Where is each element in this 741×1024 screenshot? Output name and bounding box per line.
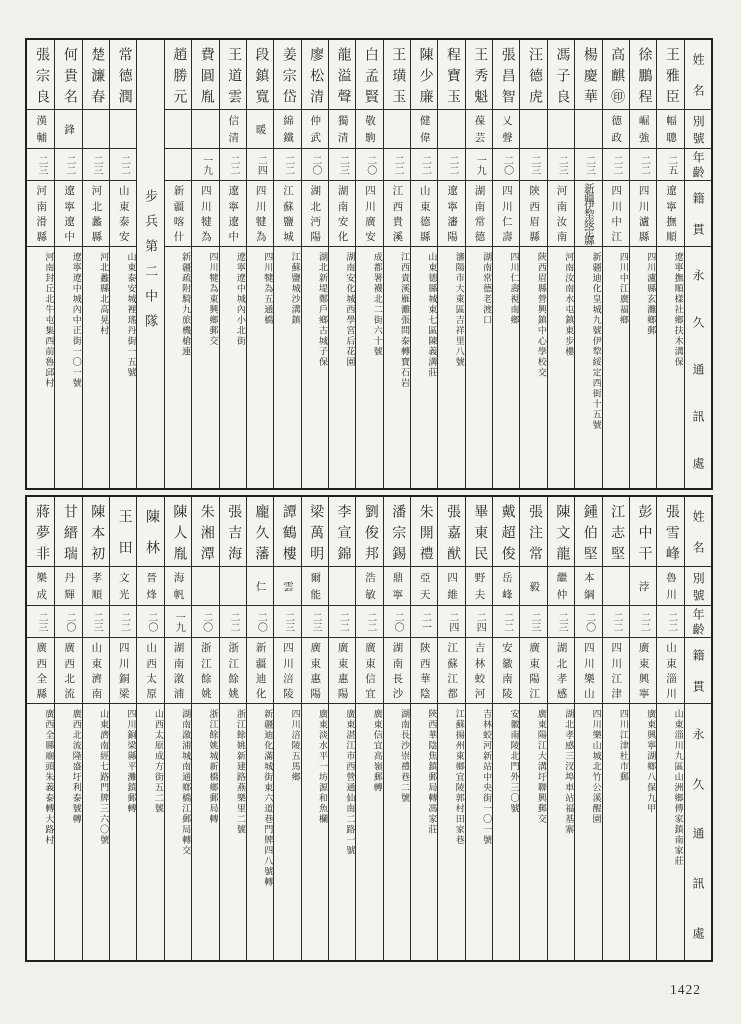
person-address: 四川銅梁縣平灘鎮郵轉 — [126, 709, 137, 814]
person-alias — [192, 110, 218, 149]
person-name: 張 宗 良 — [27, 40, 54, 110]
person-column — [27, 497, 54, 960]
person-alias: 乂 聲 — [493, 110, 519, 149]
person-name: 汪 德 虎 — [520, 40, 546, 110]
person-age: 二三 — [27, 149, 54, 181]
person-alias: 鼎 寧 — [384, 567, 410, 606]
person-age: 一九 — [466, 149, 492, 181]
person-name: 陳 人 胤 — [165, 497, 191, 567]
person-column — [519, 40, 546, 488]
person-name: 陳 本 初 — [83, 497, 109, 567]
person-address: 四川江津杜市郵 — [618, 709, 629, 783]
person-column — [383, 40, 410, 488]
person-origin: 廣 西 全 縣 — [27, 638, 54, 704]
person-column — [219, 40, 246, 488]
person-address: 安徽南陵北門外三〇號 — [509, 709, 520, 814]
person-address: 湖北新堤鄭戶鄉古城子保 — [317, 252, 328, 368]
person-name: 朱 湘 潭 — [192, 497, 218, 567]
person-origin: 湖 南 長 沙 — [384, 638, 410, 704]
person-column — [629, 497, 656, 960]
person-alias: 敬 駒 — [356, 110, 382, 149]
person-column — [465, 497, 492, 960]
person-age: 二二 — [630, 149, 656, 181]
header-alias-label: 別 號 — [685, 567, 711, 606]
person-name: 高 麒 ㊞ — [603, 40, 629, 110]
person-name: 馮 子 良 — [548, 40, 574, 110]
person-name: 畢 東 民 — [466, 497, 492, 567]
person-name: 龐 久 藩 — [247, 497, 273, 567]
person-column — [437, 40, 464, 488]
person-address: 江西貴溪雁灘張問泰轉寶石岩 — [400, 252, 411, 389]
person-age: 二〇 — [356, 149, 382, 181]
person-column — [574, 40, 601, 488]
person-origin: 新 疆 伊 犂 綏 定 縣 — [575, 181, 601, 247]
person-column — [109, 40, 136, 488]
person-age: 二二 — [356, 606, 382, 638]
person-name: 張 雪 峰 — [657, 497, 683, 567]
person-age: 二二 — [657, 606, 683, 638]
person-address: 吉林蛟河新站中央街一〇一號 — [482, 709, 493, 846]
person-age: 二三 — [548, 149, 574, 181]
page-number: 1422 — [670, 982, 701, 997]
person-name: 張 嘉 猷 — [438, 497, 464, 567]
person-alias — [165, 110, 191, 149]
person-name: 趙 勝 元 — [165, 40, 191, 110]
person-alias: 信 清 — [220, 110, 246, 149]
person-column — [246, 497, 273, 960]
person-column — [547, 40, 574, 488]
person-age: 二二 — [110, 149, 136, 181]
person-age: 二三 — [302, 606, 328, 638]
header-age-label: 年 齡 — [685, 606, 711, 638]
person-name: 鍾 伯 堅 — [575, 497, 601, 567]
person-age: 二二 — [493, 606, 519, 638]
person-alias: 鋒 — [55, 110, 81, 149]
person-name: 楚 濂 春 — [83, 40, 109, 110]
person-name: 楊 慶 華 — [575, 40, 601, 110]
person-name: 彭 中 干 — [630, 497, 656, 567]
person-name: 姜 宗 岱 — [274, 40, 300, 110]
person-alias: 丹 輝 — [55, 567, 81, 606]
person-address: 廣東信宜高嶺郵轉 — [372, 709, 383, 793]
person-address: 新疆迪化皇城九號伊犂綏定西街十五號 — [591, 252, 602, 431]
person-column — [602, 40, 629, 488]
person-alias: 亞 天 — [411, 567, 437, 606]
person-origin: 河 北 蠡 縣 — [83, 181, 109, 247]
person-alias: 孝 順 — [83, 567, 109, 606]
person-address: 山東德縣城東七區陳義溝莊 — [427, 252, 438, 378]
person-alias: 毅 — [520, 567, 546, 606]
person-alias: 浡 — [630, 567, 656, 606]
person-origin: 浙 江 餘 姚 — [192, 638, 218, 704]
person-origin: 山 東 濟 南 — [83, 638, 109, 704]
person-column — [437, 497, 464, 960]
person-column — [629, 40, 656, 488]
person-origin: 四 川 廣 安 — [356, 181, 382, 247]
person-age: 二二 — [411, 149, 437, 181]
person-alias — [192, 567, 218, 606]
person-address: 四川涪陵五馬鄉 — [290, 709, 301, 783]
person-alias: 葆 芸 — [466, 110, 492, 149]
person-column — [383, 497, 410, 960]
person-origin: 遼 寧 瀋 陽 — [438, 181, 464, 247]
person-address: 江蘇鹽城沙溝鎮 — [290, 252, 301, 326]
person-age: 二二 — [603, 606, 629, 638]
person-age: 二三 — [520, 149, 546, 181]
person-origin: 山 東 泰 安 — [110, 181, 136, 247]
person-column — [301, 40, 328, 488]
person-column — [355, 497, 382, 960]
person-column — [136, 497, 163, 960]
person-age: 一九 — [165, 606, 191, 638]
person-column — [82, 497, 109, 960]
person-address: 遼寧遼中城內中正街一〇一號 — [71, 252, 82, 389]
person-alias: 暖 — [247, 110, 273, 149]
header-address-label: 永 久 通 訊 處 — [691, 727, 706, 940]
person-origin: 廣 東 惠 陽 — [329, 638, 355, 704]
person-alias: 本 綱 — [575, 567, 601, 606]
person-age: 二二 — [438, 149, 464, 181]
person-age: 二〇 — [575, 606, 601, 638]
person-age: 二二 — [55, 149, 81, 181]
person-column — [273, 497, 300, 960]
person-name: 王 田 — [110, 497, 136, 567]
person-column — [54, 40, 81, 488]
person-alias — [520, 110, 546, 149]
person-age: 二四 — [466, 606, 492, 638]
person-column — [246, 40, 273, 488]
person-address: 遼寧遼中城內小北街 — [235, 252, 246, 347]
person-column — [191, 40, 218, 488]
person-origin: 湖 北 沔 陽 — [302, 181, 328, 247]
person-age: 二三 — [27, 606, 54, 638]
person-address: 廣東淡水平一坊源和魚欄 — [317, 709, 328, 825]
person-origin: 山 西 太 原 — [137, 638, 163, 704]
person-alias — [548, 110, 574, 149]
person-name: 費 圓 胤 — [192, 40, 218, 110]
person-age: 二二 — [630, 606, 656, 638]
person-origin: 湖 南 常 德 — [466, 181, 492, 247]
person-column — [164, 497, 191, 960]
person-name: 程 寶 玉 — [438, 40, 464, 110]
person-alias: 仁 — [247, 567, 273, 606]
person-alias: 仲 武 — [302, 110, 328, 149]
person-address: 廣東湛江市西營通仙南二路一號 — [345, 709, 356, 856]
person-alias: 浩 敏 — [356, 567, 382, 606]
person-alias — [438, 110, 464, 149]
person-name: 江 志 堅 — [603, 497, 629, 567]
person-alias — [83, 110, 109, 149]
person-column — [82, 40, 109, 488]
person-origin: 新 疆 喀 什 — [165, 181, 191, 247]
person-age: 二〇 — [302, 149, 328, 181]
person-origin: 廣 東 興 寧 — [630, 638, 656, 704]
person-name: 陳 少 廉 — [411, 40, 437, 110]
person-name: 段 鎮 寬 — [247, 40, 273, 110]
header-age-label: 年 齡 — [685, 149, 711, 181]
person-alias: 崛 強 — [630, 110, 656, 149]
person-alias — [220, 567, 246, 606]
person-name: 陳 林 — [137, 497, 163, 567]
person-address: 四川犍為東興鄉郵交 — [208, 252, 219, 347]
roster-table-top — [25, 38, 713, 490]
person-age: 二二 — [220, 606, 246, 638]
person-age: 二三 — [83, 149, 109, 181]
unit-label: 步兵第二中隊 — [143, 189, 159, 339]
person-origin: 廣 東 信 宜 — [356, 638, 382, 704]
person-alias: 晉 烽 — [137, 567, 163, 606]
person-name: 甘 縉 瑞 — [55, 497, 81, 567]
person-column — [328, 40, 355, 488]
person-alias: 岳 峰 — [493, 567, 519, 606]
person-column — [27, 40, 54, 488]
person-age: 二三 — [274, 606, 300, 638]
person-column — [492, 497, 519, 960]
person-name: 陳 文 龍 — [548, 497, 574, 567]
person-age: 二三 — [575, 149, 601, 181]
person-name: 梁 萬 明 — [302, 497, 328, 567]
person-age: 二三 — [83, 606, 109, 638]
person-address: 成都署襪北二街六十號 — [372, 252, 383, 357]
person-address: 新疆迪化滿城街東六道巷門牌四八號轉 — [263, 709, 274, 888]
person-age: 二〇 — [55, 606, 81, 638]
person-alias — [575, 110, 601, 149]
person-origin: 四 川 犍 為 — [192, 181, 218, 247]
person-age: 二三 — [520, 606, 546, 638]
person-origin: 四 川 瀘 縣 — [630, 181, 656, 247]
header-name-label: 姓 名 — [685, 40, 711, 110]
person-address: 新疆疏附騎九旅機槍連 — [181, 252, 192, 357]
person-age: 二〇 — [247, 606, 273, 638]
person-name: 張 吉 海 — [220, 497, 246, 567]
header-name-label: 姓 名 — [685, 497, 711, 567]
person-origin: 陝 西 眉 縣 — [520, 181, 546, 247]
person-column — [301, 497, 328, 960]
person-alias: 獨 清 — [329, 110, 355, 149]
header-origin-label: 籍 貫 — [685, 638, 711, 704]
person-alias: 爾 能 — [302, 567, 328, 606]
person-alias: 樂 成 — [27, 567, 54, 606]
person-alias: 漢 輔 — [27, 110, 54, 149]
person-alias: 四 維 — [438, 567, 464, 606]
person-age: 二〇 — [137, 606, 163, 638]
person-origin: 安 徽 南 陵 — [493, 638, 519, 704]
person-name: 廖 松 清 — [302, 40, 328, 110]
person-alias: 海 帆 — [165, 567, 191, 606]
person-age: 二〇 — [192, 606, 218, 638]
person-column — [273, 40, 300, 488]
person-origin: 江 蘇 鹽 城 — [274, 181, 300, 247]
person-address: 河南汝南水屯鎮東步樓 — [564, 252, 575, 357]
person-column — [656, 40, 683, 488]
person-origin: 陝 西 華 陰 — [411, 638, 437, 704]
person-age — [165, 149, 191, 181]
person-origin: 遼 寧 遼 中 — [55, 181, 81, 247]
person-column — [328, 497, 355, 960]
person-name: 常 德 潤 — [110, 40, 136, 110]
person-column — [109, 497, 136, 960]
person-column — [54, 497, 81, 960]
person-column — [492, 40, 519, 488]
person-name: 徐 鵬 程 — [630, 40, 656, 110]
person-origin: 廣 東 惠 陽 — [302, 638, 328, 704]
person-address: 浙江餘姚城新橋鄉郵局轉 — [208, 709, 219, 825]
person-alias — [384, 110, 410, 149]
person-address: 浙江餘姚新建路燕樂里二號 — [235, 709, 246, 835]
person-address: 湖南常德老渡口 — [482, 252, 493, 326]
person-origin: 四 川 涪 陵 — [274, 638, 300, 704]
person-column — [602, 497, 629, 960]
person-alias: 德 政 — [603, 110, 629, 149]
person-alias: 綿 鐵 — [274, 110, 300, 149]
person-column — [519, 497, 546, 960]
unit-divider-column — [136, 40, 163, 488]
person-alias — [329, 567, 355, 606]
person-alias: 健 偉 — [411, 110, 437, 149]
person-origin: 河 南 滑 縣 — [27, 181, 54, 247]
person-address: 遼寧撫順樣社鄉扶木溝保 — [673, 252, 684, 368]
person-age: 二四 — [247, 149, 273, 181]
person-name: 何 貴 名 — [55, 40, 81, 110]
person-alias: 文 光 — [110, 567, 136, 606]
person-origin: 湖 南 漵 浦 — [165, 638, 191, 704]
person-address: 江蘇揚州東鄉宜陵郭村田家巷 — [454, 709, 465, 846]
person-origin: 四 川 犍 為 — [247, 181, 273, 247]
person-address: 陝西華陰焦鎮郵局轉馮家莊 — [427, 709, 438, 835]
person-address: 山西太原成方街五二號 — [153, 709, 164, 814]
person-address: 廣東陽江大溝圩聯興郵交 — [536, 709, 547, 825]
person-address: 河南封丘北牛屯集西前魯邱村 — [44, 252, 55, 389]
person-name: 譚 鶴 樓 — [274, 497, 300, 567]
person-origin: 河 南 汝 南 — [548, 181, 574, 247]
roster-table-bottom — [25, 495, 713, 962]
person-address: 四川樂山城北竹公溪醒園 — [591, 709, 602, 825]
person-column — [219, 497, 246, 960]
person-address: 廣東興寧湖鄉八保九甲 — [646, 709, 657, 814]
person-origin: 四 川 樂 山 — [575, 638, 601, 704]
person-origin: 浙 江 餘 姚 — [220, 638, 246, 704]
person-origin: 四 川 銅 梁 — [110, 638, 136, 704]
person-alias: 繼 仲 — [548, 567, 574, 606]
person-column — [410, 497, 437, 960]
person-name: 朱 開 禮 — [411, 497, 437, 567]
person-age: 二二 — [329, 606, 355, 638]
person-address: 四川犍為五通橋 — [263, 252, 274, 326]
person-alias: 幅 聰 — [657, 110, 683, 149]
person-age: 二二 — [274, 149, 300, 181]
person-column — [355, 40, 382, 488]
person-alias — [603, 567, 629, 606]
person-origin: 湖 南 安 化 — [329, 181, 355, 247]
person-address: 陝西眉縣營興鎮中心學校交 — [536, 252, 547, 378]
person-column — [465, 40, 492, 488]
person-name: 龍 溢 聲 — [329, 40, 355, 110]
person-age: 二三 — [329, 149, 355, 181]
person-age: 二〇 — [493, 149, 519, 181]
person-name: 張 昌 智 — [493, 40, 519, 110]
person-column — [164, 40, 191, 488]
person-origin: 遼 寧 撫 順 — [657, 181, 683, 247]
header-origin-label: 籍 貫 — [685, 181, 711, 247]
person-name: 王 璜 玉 — [384, 40, 410, 110]
person-alias: 雲 — [274, 567, 300, 606]
person-name: 蔣 夢 非 — [27, 497, 54, 567]
person-origin: 湖 北 孝 感 — [548, 638, 574, 704]
person-name: 劉 俊 邦 — [356, 497, 382, 567]
person-age: 二二 — [220, 149, 246, 181]
person-address: 湖南長沙崇禮巷二號 — [400, 709, 411, 804]
person-name: 戴 超 俊 — [493, 497, 519, 567]
person-address: 四川瀘縣玄灘鄉郵 — [646, 252, 657, 336]
person-origin: 四 川 中 江 — [603, 181, 629, 247]
person-address: 湖南漵浦城南通鄉橋江郵局轉交 — [181, 709, 192, 856]
person-age: 二五 — [657, 149, 683, 181]
person-origin: 江 蘇 江 都 — [438, 638, 464, 704]
person-origin: 廣 東 陽 江 — [520, 638, 546, 704]
person-origin: 新 疆 迪 化 — [247, 638, 273, 704]
person-age: 二一 — [411, 606, 437, 638]
person-name: 王 道 雲 — [220, 40, 246, 110]
person-age: 二二 — [110, 606, 136, 638]
person-column — [656, 497, 683, 960]
person-address: 四川仁壽視南鄉 — [509, 252, 520, 326]
person-column — [547, 497, 574, 960]
person-origin: 廣 西 北 流 — [55, 638, 81, 704]
person-address: 瀋陽市大東區吉祥里八號 — [454, 252, 465, 368]
header-address-label: 永 久 通 訊 處 — [691, 269, 706, 469]
person-name: 王 秀 魁 — [466, 40, 492, 110]
person-origin: 遼 寧 遼 中 — [220, 181, 246, 247]
header-alias-label: 別 號 — [685, 110, 711, 149]
person-alias: 魯 川 — [657, 567, 683, 606]
person-address: 湖北孝感三汊埠車站福基寨 — [564, 709, 575, 835]
person-address: 四川中江廣福鄉 — [618, 252, 629, 326]
person-column — [574, 497, 601, 960]
person-age: 二四 — [438, 606, 464, 638]
person-alias: 野 夫 — [466, 567, 492, 606]
person-alias — [110, 110, 136, 149]
person-age: 二〇 — [384, 606, 410, 638]
person-name: 李 宣 錦 — [329, 497, 355, 567]
person-age: 二二 — [384, 149, 410, 181]
person-origin: 山 東 淄 川 — [657, 638, 683, 704]
person-age: 一九 — [192, 149, 218, 181]
person-column — [410, 40, 437, 488]
person-name: 張 注 常 — [520, 497, 546, 567]
row-header-column — [684, 497, 711, 960]
person-name: 潘 宗 錫 — [384, 497, 410, 567]
person-origin: 四 川 仁 壽 — [493, 181, 519, 247]
person-name: 王 雅 臣 — [657, 40, 683, 110]
person-origin: 江 西 貴 溪 — [384, 181, 410, 247]
person-age: 二三 — [548, 606, 574, 638]
person-origin: 吉 林 蛟 河 — [466, 638, 492, 704]
person-address: 廣西全縣廟頭朱義泰轉大路村 — [44, 709, 55, 846]
person-address: 山東濟南經七路門牌三六〇號 — [99, 709, 110, 846]
person-name: 白 孟 賢 — [356, 40, 382, 110]
person-address: 河北蠡縣北高晃村 — [99, 252, 110, 336]
person-origin: 四 川 江 津 — [603, 638, 629, 704]
person-column — [191, 497, 218, 960]
person-address: 廣西北流隆盛圩利泰號轉 — [71, 709, 82, 825]
person-origin: 山 東 德 縣 — [411, 181, 437, 247]
person-address: 山東淄川九區山洲鄉傅家鎮南家莊 — [673, 709, 684, 867]
row-header-column — [684, 40, 711, 488]
person-address: 湖南安化城西學宮后花園 — [345, 252, 356, 368]
person-address: 山東泰安城裡瑤丹街一五號 — [126, 252, 137, 378]
person-age: 二二 — [603, 149, 629, 181]
